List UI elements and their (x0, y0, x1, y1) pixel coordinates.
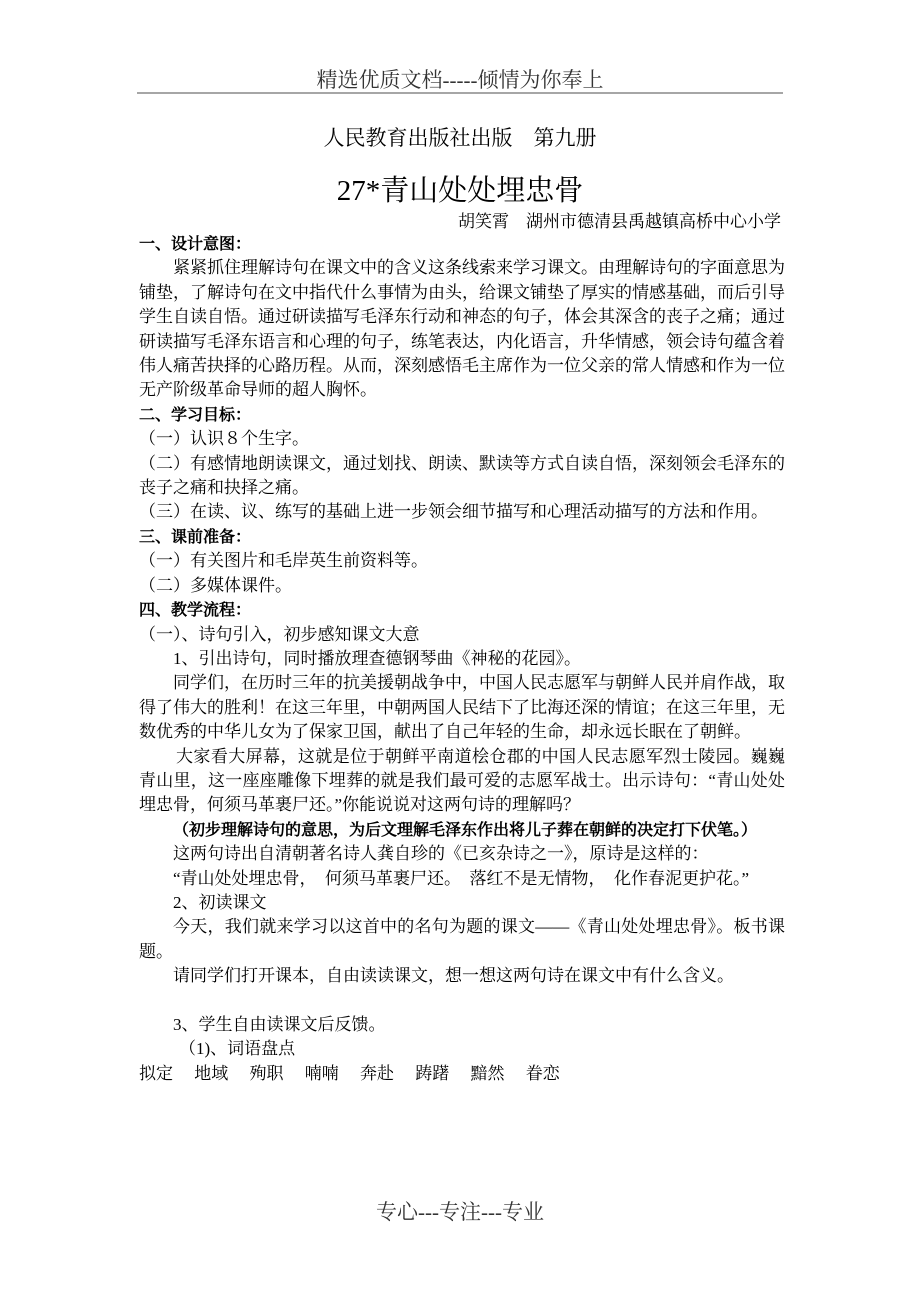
teaching-paragraph: 这两句诗出自清朝著名诗人龚自珍的《已亥杂诗之一》，原诗是这样的： (173, 844, 709, 864)
teaching-paragraph: 同学们，在历时三年的抗美援朝战争中，中国人民志愿军与朝鲜人民并肩作战，取得了伟大的胜利！在这三年里，中朝两国人民结下了比海还深的情谊；在这三年里，无数优秀的中华儿女为了保家卫国，献出了自己年轻的生命，却永远长眠在了朝鲜。 (139, 673, 785, 742)
page-footer: 专心---专注---专业 (376, 1200, 544, 1224)
header-divider (137, 92, 783, 94)
blank-line (139, 989, 785, 1013)
teaching-note: （初步理解诗句的意思，为后文理解毛泽东作出将儿子葬在朝鲜的决定打下伏笔。） (173, 819, 758, 839)
teaching-step-item: 1、引出诗句，同时播放理查德钢琴曲《神秘的花园》。 (173, 648, 581, 668)
publisher-line: 人民教育出版社出版 第九册 (323, 126, 597, 150)
design-intent-paragraph: 紧紧抓住理解诗句在课文中的含义这条线索来学习课文。由理解诗句的字面意思为铺垫，了解诗句在文中指代什么事情为由头，给课文铺垫了厚实的情感基础，而后引导学生自读自悟。通过研读描写毛泽东行动和神态的句子，体会其深含的丧子之痛；通过研读描写毛泽东语言和心理的句子，练笔表达，内化语言，升华情感，领会诗句蕴含着伟人痛苦抉择的心路历程。从而，深刻感悟毛主席作为一位父亲的常人情感和作为一位无产阶级革命导师的超人胸怀。 (139, 258, 785, 400)
teaching-paragraph: 大家看大屏幕，这就是位于朝鲜平南道桧仓郡的中国人民志愿军烈士陵园。巍巍青山里，这一座座雕像下埋葬的就是我们最可爱的志愿军战士。出示诗句：“青山处处埋忠骨，何须马革裹尸还。”你能说说对这两句诗的理解吗？ (139, 746, 785, 815)
vocabulary-list: 拟定 地域 殉职 喃喃 奔赴 踌躇 黯然 眷恋 (139, 1063, 560, 1083)
teaching-sub-item: （1)、词语盘点 (179, 1039, 296, 1059)
teaching-step-heading: （一）、诗句引入，初步感知课文大意 (139, 624, 420, 644)
page-header: 精选优质文档-----倾情为你奉上 (316, 68, 604, 92)
section-heading-design-intent: 一、设计意图： (139, 234, 252, 253)
section-heading-teaching-flow: 四、教学流程： (139, 600, 252, 620)
learning-goal-item: （三）在读、议、练写的基础上进一步领会细节描写和心理活动描写的方法和作用。 (139, 502, 768, 522)
teaching-step-item: 2、初读课文 (173, 892, 267, 912)
section-heading-learning-goals: 二、学习目标： (139, 404, 252, 424)
learning-goal-item: （一）认识８个生字。 (139, 429, 309, 449)
teaching-step-item: 3、学生自由读课文后反馈。 (173, 1014, 386, 1034)
author-line: 胡笑霄 湖州市德清县禹越镇高桥中心小学 (458, 212, 781, 231)
teaching-paragraph: 今天，我们就来学习以这首中的名句为题的课文——《青山处处埋忠骨》。板书课题。 (139, 917, 785, 961)
teaching-paragraph: 请同学们打开课本，自由读读课文，想一想这两句诗在课文中有什么含义。 (173, 966, 734, 986)
poem-quote: “青山处处埋忠骨， 何须马革裹尸还。 落红不是无情物， 化作春泥更护花。” (173, 868, 750, 888)
preparation-item: （一）有关图片和毛岸英生前资料等。 (139, 551, 428, 571)
learning-goal-item: （二）有感情地朗读课文，通过划找、朗读、默读等方式自读自悟，深刻领会毛泽东的丧子之痛和抉择之痛。 (139, 453, 785, 498)
preparation-item: （二）多媒体课件。 (139, 575, 292, 595)
document-title: 27*青山处处埋忠骨 (336, 175, 584, 207)
document-body (139, 232, 785, 1086)
section-heading-preparation: 三、课前准备： (139, 526, 252, 546)
